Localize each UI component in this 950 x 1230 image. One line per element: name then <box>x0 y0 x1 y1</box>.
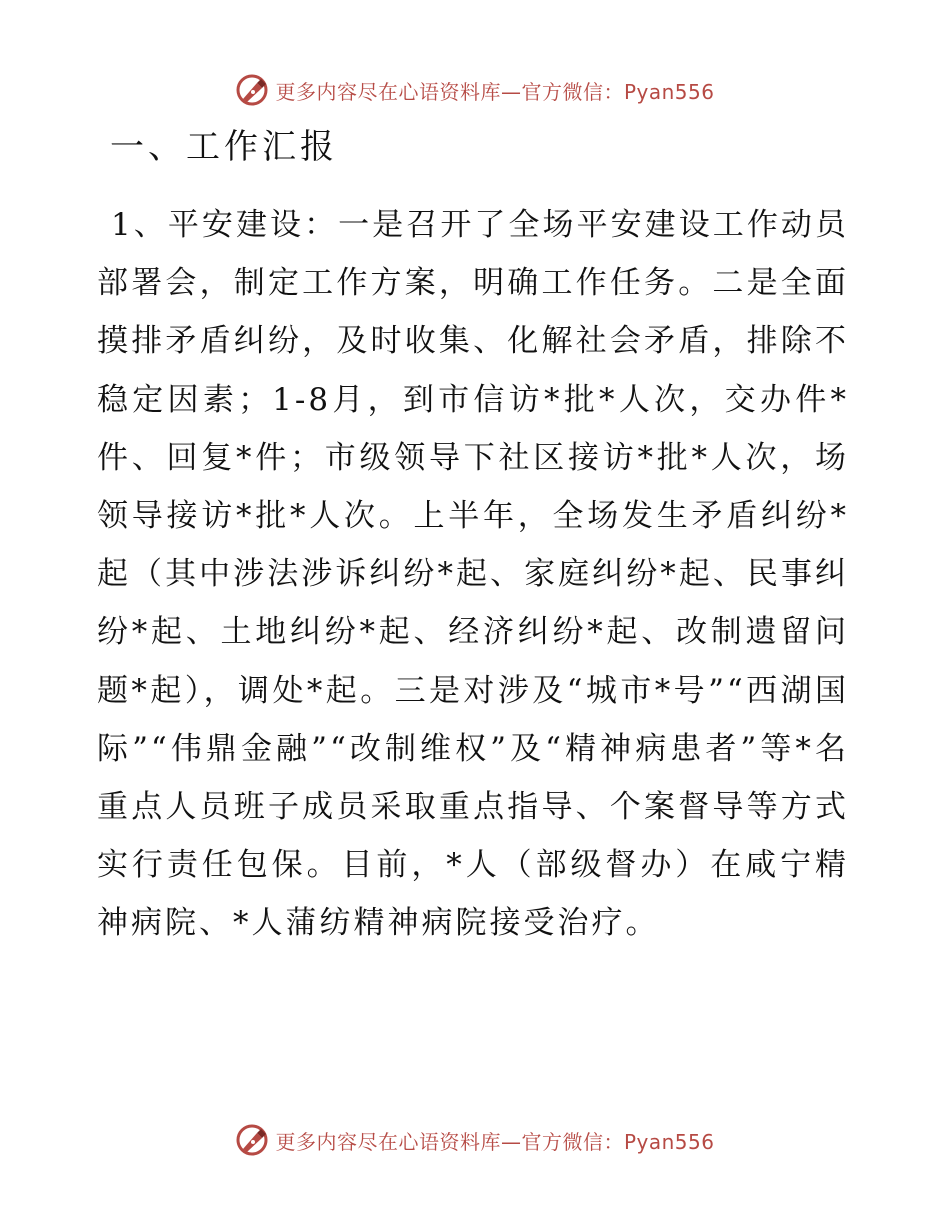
watermark-text: 更多内容尽在心语资料库—官方微信：Pyan556 <box>275 79 715 104</box>
watermark-text: 更多内容尽在心语资料库—官方微信：Pyan556 <box>275 1129 715 1154</box>
pen-nib-logo-icon <box>235 73 269 107</box>
footer-watermark-banner <box>0 1120 950 1160</box>
section-heading: 一、工作汇报 <box>110 127 338 167</box>
pen-nib-logo-icon <box>235 1123 269 1157</box>
header-watermark-banner <box>0 70 950 110</box>
report-paragraph: 1、平安建设：一是召开了全场平安建设工作动员部署会，制定工作方案，明确工作任务。二是全面摸排矛盾纠纷，及时收集、化解社会矛盾，排除不稳定因素；1-8月，到市信访*批*人次，交办件*件、回复*件；市级领导下社区接访*批*人次，场领导接访*批*人次。上半年，全场发生矛盾纠纷*起（其中涉法涉诉纠纷*起、家庭纠纷*起、民事纠纷*起、土地纠纷*起、经济纠纷*起、改制遗留问题*起），调处*起。三是对涉及“城市*号”“西湖国际”“伟鼎金融”“改制维权”及“精神病患者”等*名重点人员班子成员采取重点指导、个案督导等方式实行责任包保。目前，*人（部级督办）在咸宁精神病院、*人蒲纺精神病院接受治疗。 <box>97 207 849 942</box>
